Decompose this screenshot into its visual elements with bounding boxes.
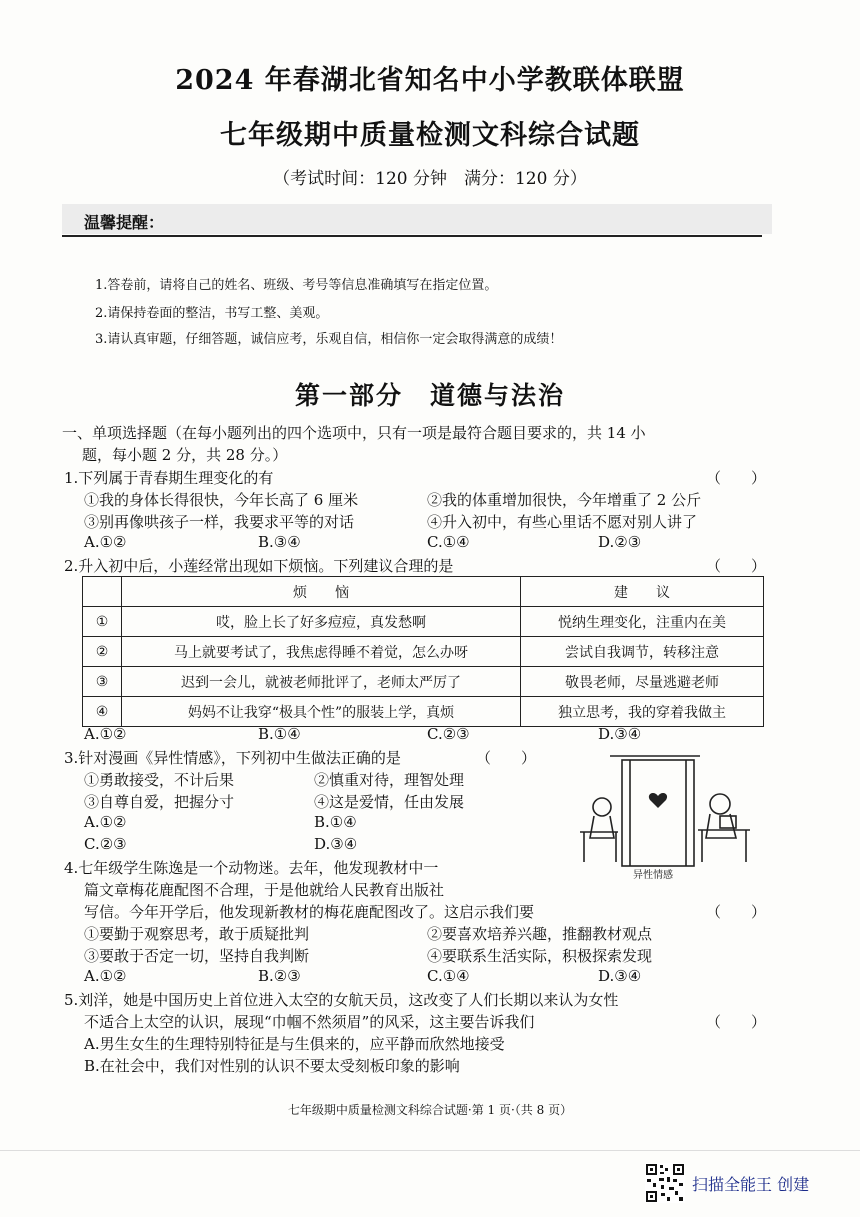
reminder-title: 温馨提醒： <box>84 213 165 232</box>
row-number: ③ <box>83 667 122 697</box>
part-title: 第一部分 道德与法治 <box>294 381 565 410</box>
table-header-worry: 烦 恼 <box>122 577 521 607</box>
q3-statement-3: ③自尊自爱，把握分寸 <box>84 793 235 811</box>
footer-divider <box>0 1150 860 1151</box>
q2-worry-table <box>82 576 764 727</box>
q3-option-d: D.③④ <box>314 835 358 853</box>
row-worry: 迟到一会儿，就被老师批评了，老师太严厉了 <box>122 667 521 697</box>
q1-option-c: C.①④ <box>427 533 470 551</box>
row-worry: 妈妈不让我穿“极具个性”的服装上学，真烦 <box>122 697 521 727</box>
section-instruction-line2: 题，每小题 2 分，共 28 分。） <box>82 446 288 464</box>
row-advice: 尝试自我调节，转移注意 <box>521 637 764 667</box>
row-worry: 哎，脸上长了好多痘痘，真发愁啊 <box>122 607 521 637</box>
table-row <box>83 667 764 697</box>
reminder-banner <box>62 204 772 234</box>
q1-statement-3: ③别再像哄孩子一样，我要求平等的对话 <box>84 513 355 531</box>
q4-statement-3: ③要敢于否定一切，坚持自我判断 <box>84 947 310 965</box>
row-number: ② <box>83 637 122 667</box>
q1-statement-2: ②我的体重增加很快，今年增重了 2 公斤 <box>427 491 702 509</box>
reminder-tip-2: 2.请保持卷面的整洁，书写工整、美观。 <box>95 306 329 321</box>
q4-answer-blank: （ ） <box>706 903 767 921</box>
q4-option-d: D.③④ <box>598 967 642 985</box>
q2-option-d: D.③④ <box>598 725 642 743</box>
exam-title-line1: 2024 年春湖北省知名中小学教联体联盟 <box>175 65 685 96</box>
cartoon-caption: 异性情感 <box>633 870 673 881</box>
q3-answer-blank: （ ） <box>476 749 537 767</box>
qr-code-icon <box>645 1163 685 1203</box>
heart-icon <box>649 793 667 808</box>
q4-option-c: C.①④ <box>427 967 470 985</box>
q3-statement-1: ①勇敢接受，不计后果 <box>84 771 235 789</box>
exam-title-line2: 七年级期中质量检测文科综合试题 <box>220 120 640 151</box>
q5-stem-line1: 5.刘洋，她是中国历史上首位进入太空的女航天员，这改变了人们长期以来认为女性 <box>64 991 619 1009</box>
cartoon-illustration <box>570 752 760 880</box>
section-instruction-line1: 一、单项选择题（在每小题列出的四个选项中，只有一项是最符合题目要求的，共 14 小 <box>62 424 646 442</box>
q3-statement-4: ④这是爱情，任由发展 <box>314 793 465 811</box>
q4-option-b: B.②③ <box>258 967 301 985</box>
q4-statement-1: ①要勤于观察思考，敢于质疑批判 <box>84 925 310 943</box>
q2-stem: 2.升入初中后，小莲经常出现如下烦恼。下列建议合理的是 <box>64 557 454 575</box>
q2-option-a: A.①② <box>84 725 127 743</box>
q4-option-a: A.①② <box>84 967 127 985</box>
row-worry: 马上就要考试了，我焦虑得睡不着觉，怎么办呀 <box>122 637 521 667</box>
q3-option-b: B.①④ <box>314 813 357 831</box>
q2-option-c: C.②③ <box>427 725 470 743</box>
q5-answer-blank: （ ） <box>706 1013 767 1031</box>
q3-stem: 3.针对漫画《异性情感》，下列初中生做法正确的是 <box>64 749 401 767</box>
row-advice: 敬畏老师，尽量逃避老师 <box>521 667 764 697</box>
table-header-advice: 建 议 <box>521 577 764 607</box>
table-row <box>83 637 764 667</box>
q2-option-b: B.①④ <box>258 725 301 743</box>
q4-stem-line1: 4.七年级学生陈逸是一个动物迷。去年，他发现教材中一 <box>64 859 439 877</box>
q4-stem-line3: 写信。今年开学后，他发现新教材的梅花鹿配图改了。这启示我们要 <box>84 903 535 921</box>
q5-option-a: A.男生女生的生理特别特征是与生俱来的，应平静而欣然地接受 <box>84 1035 505 1053</box>
scanner-brand-label: 扫描全能王 创建 <box>692 1175 810 1194</box>
reminder-divider <box>62 235 762 237</box>
reminder-tip-3: 3.请认真审题，仔细答题，诚信应考，乐观自信，相信你一定会取得满意的成绩！ <box>95 332 563 347</box>
q4-stem-line2: 篇文章梅花鹿配图不合理，于是他就给人民教育出版社 <box>84 881 445 899</box>
table-header-row <box>83 577 764 607</box>
table-header-number <box>83 577 122 607</box>
q3-statement-2: ②慎重对待，理智处理 <box>314 771 465 789</box>
reminder-tip-1: 1.答卷前，请将自己的姓名、班级、考号等信息准确填写在指定位置。 <box>95 278 498 293</box>
q1-stem: 1.下列属于青春期生理变化的有 <box>64 469 274 487</box>
q5-stem-line2: 不适合上太空的认识，展现“巾帼不然须眉”的风采，这主要告诉我们 <box>84 1013 535 1031</box>
q4-statement-4: ④要联系生活实际，积极探索发现 <box>427 947 653 965</box>
q1-answer-blank: （ ） <box>706 469 767 487</box>
q1-option-a: A.①② <box>84 533 127 551</box>
q5-option-b: B.在社会中，我们对性别的认识不要太受刻板印象的影响 <box>84 1057 460 1075</box>
q1-option-d: D.②③ <box>598 533 642 551</box>
q2-answer-blank: （ ） <box>706 557 767 575</box>
exam-info: （考试时间：120 分钟 满分：120 分） <box>273 169 587 189</box>
q1-statement-4: ④升入初中，有些心里话不愿对别人讲了 <box>427 513 698 531</box>
q1-statement-1: ①我的身体长得很快，今年长高了 6 厘米 <box>84 491 359 509</box>
row-number: ④ <box>83 697 122 727</box>
table-row <box>83 607 764 637</box>
row-number: ① <box>83 607 122 637</box>
row-advice: 悦纳生理变化，注重内在美 <box>521 607 764 637</box>
row-advice: 独立思考，我的穿着我做主 <box>521 697 764 727</box>
q3-option-c: C.②③ <box>84 835 127 853</box>
table-row <box>83 697 764 727</box>
page-footer: 七年级期中质量检测文科综合试题·第 1 页·（共 8 页） <box>287 1103 573 1117</box>
q3-option-a: A.①② <box>84 813 127 831</box>
q4-statement-2: ②要喜欢培养兴趣，推翻教材观点 <box>427 925 653 943</box>
q1-option-b: B.③④ <box>258 533 301 551</box>
